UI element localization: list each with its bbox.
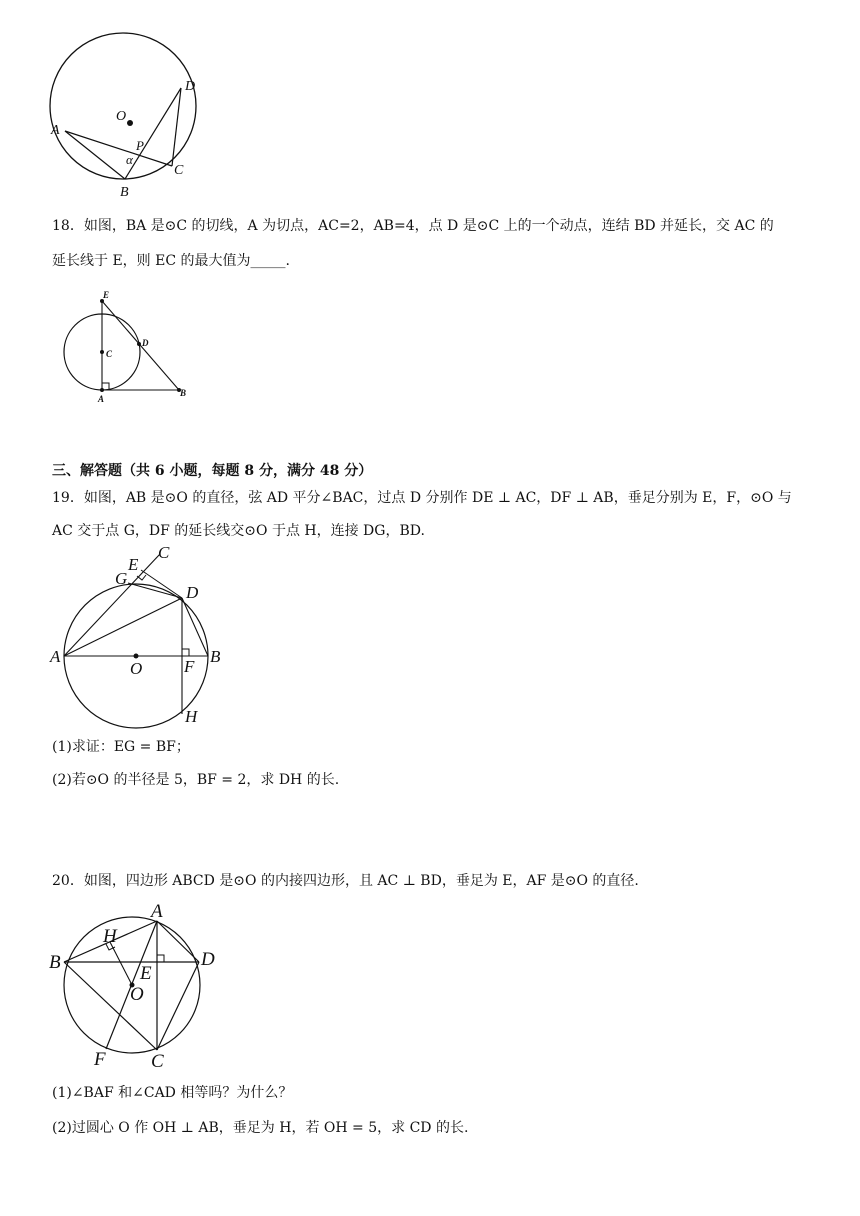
label-B: B xyxy=(49,952,61,973)
label-C: C xyxy=(158,543,170,562)
label-G: G xyxy=(115,569,128,588)
label-D: D xyxy=(201,949,215,970)
label-D: D xyxy=(142,338,149,348)
label-B: B xyxy=(180,388,187,398)
q19-stem-line2: AC 交于点 G，DF 的延长线交⊙O 于点 H，连接 DG，BD. xyxy=(52,523,425,539)
q18-stem-line2: 延长线于 E，则 EC 的最大值为_____. xyxy=(52,253,290,269)
label-D: D xyxy=(186,583,199,602)
label-alpha: α xyxy=(126,152,133,167)
label-O: O xyxy=(116,109,127,124)
label-C: C xyxy=(174,163,184,178)
label-E: E xyxy=(128,555,139,574)
label-A: A xyxy=(151,901,163,922)
figure-q18 xyxy=(55,285,200,410)
label-H: H xyxy=(103,926,117,947)
label-H: H xyxy=(185,707,198,726)
q20-stem: 20．如图，四边形 ABCD 是⊙O 的内接四边形，且 AC ⊥ BD，垂足为 E，AF 是⊙O 的直径. xyxy=(52,873,639,889)
q20-part2: (2)过圆心 O 作 OH ⊥ AB，垂足为 H，若 OH = 5，求 CD 的长. xyxy=(52,1120,469,1136)
q18-stem-line1: 18．如图，BA 是⊙C 的切线，A 为切点，AC=2，AB=4，点 D 是⊙C 上的一个动点，连结 BD 并延长，交 AC 的 xyxy=(52,218,774,234)
label-B: B xyxy=(120,185,129,200)
label-A: A xyxy=(51,123,60,138)
label-C: C xyxy=(151,1051,164,1072)
label-B: B xyxy=(210,647,221,666)
figure-q17 xyxy=(48,28,208,203)
section-title: 三、解答题（共 6 小题，每题 8 分，满分 48 分） xyxy=(52,463,373,479)
q19-stem-line1: 19．如图，AB 是⊙O 的直径，弦 AD 平分∠BAC，过点 D 分别作 DE ⊥ AC，DF ⊥ AB，垂足分别为 E，F，⊙O 与 xyxy=(52,490,792,506)
label-E: E xyxy=(103,290,110,300)
label-O: O xyxy=(130,984,144,1005)
q19-circle-diagram xyxy=(48,542,238,734)
q19-part2: (2)若⊙O 的半径是 5，BF = 2，求 DH 的长. xyxy=(52,772,340,788)
figure-q20 xyxy=(48,897,223,1075)
q19-part1: (1)求证：EG = BF； xyxy=(52,739,190,755)
q17-circle-diagram xyxy=(48,28,208,203)
label-F: F xyxy=(94,1049,106,1070)
label-D: D xyxy=(185,79,196,94)
q20-part1: (1)∠BAF 和∠CAD 相等吗？为什么？ xyxy=(52,1085,293,1101)
label-E: E xyxy=(140,963,152,984)
label-F: F xyxy=(184,657,195,676)
label-A: A xyxy=(50,647,61,666)
q18-tangent-diagram xyxy=(55,285,200,410)
figure-q19 xyxy=(48,542,238,734)
label-O: O xyxy=(130,659,143,678)
label-P: P xyxy=(136,138,144,153)
label-C: C xyxy=(106,349,113,359)
q20-circle-diagram xyxy=(48,897,223,1075)
label-A: A xyxy=(98,394,105,404)
